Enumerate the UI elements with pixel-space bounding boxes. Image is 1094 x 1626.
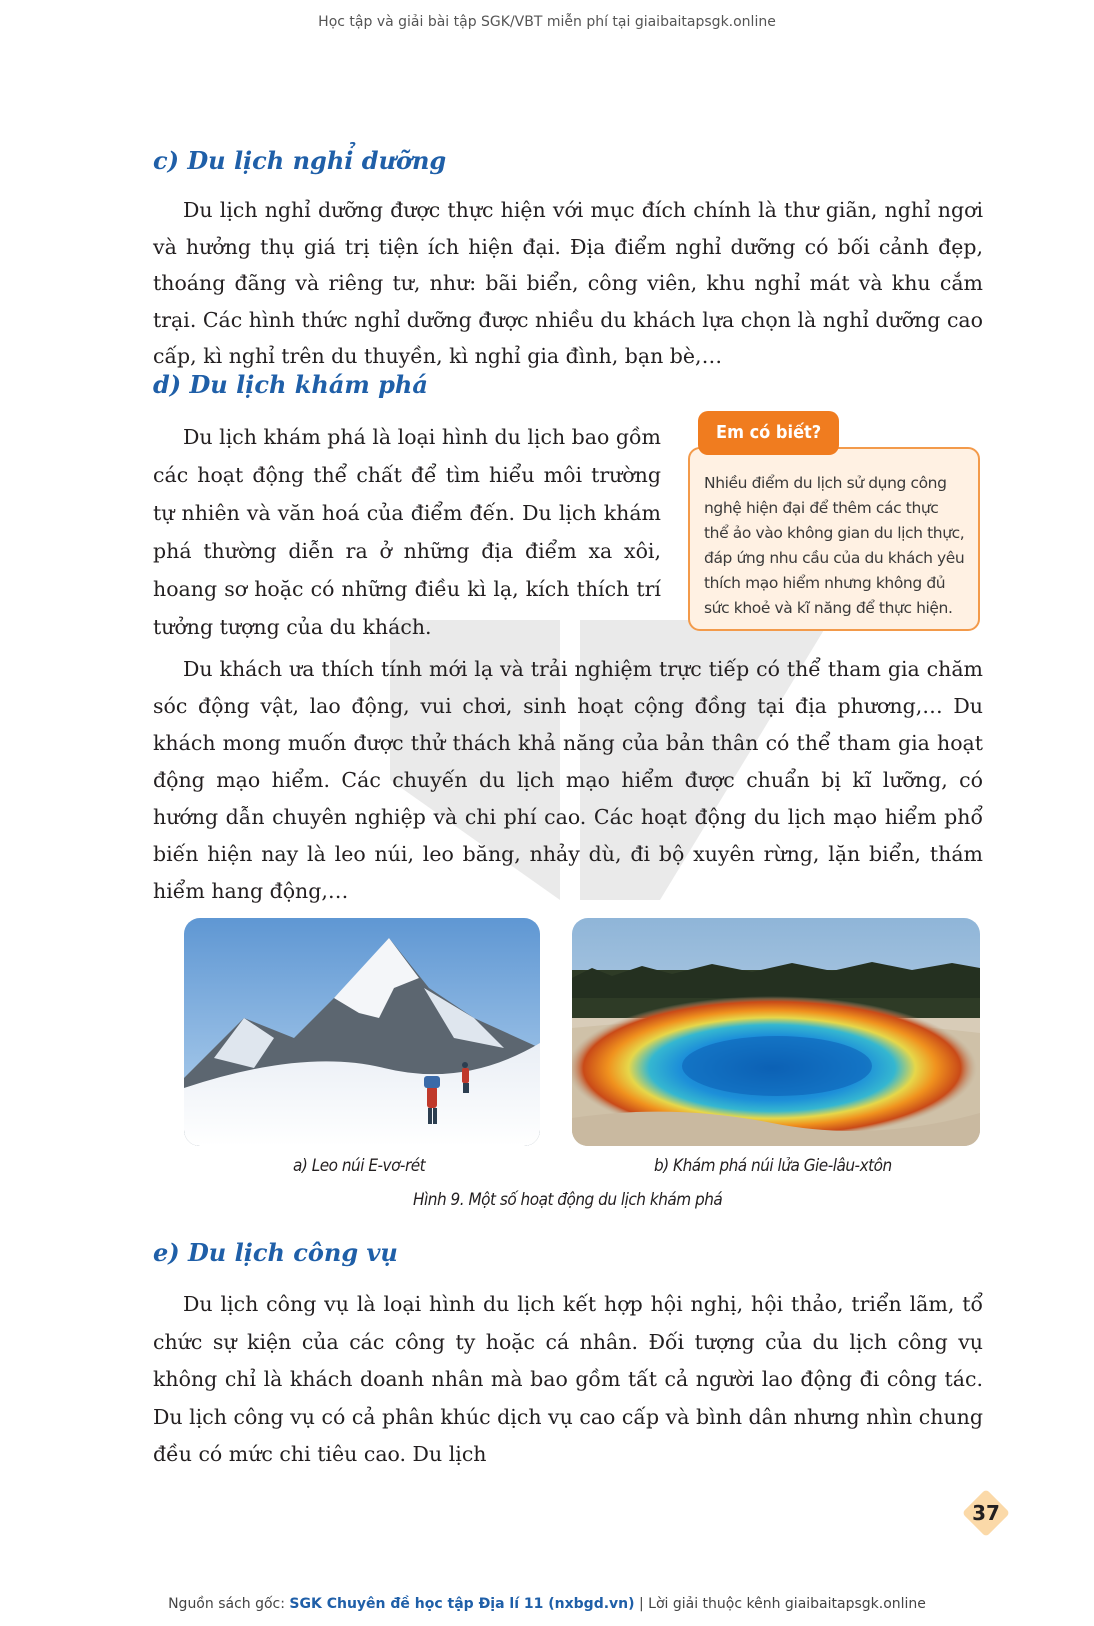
- did-you-know-label: Em có biết?: [698, 411, 839, 455]
- section-c-title: c) Du lịch nghỉ dưỡng: [153, 146, 447, 175]
- did-you-know-box: [688, 447, 980, 631]
- section-e-title: e) Du lịch công vụ: [153, 1238, 398, 1267]
- footer-suffix: | Lời giải thuộc kênh giaibaitapsgk.online: [634, 1596, 926, 1612]
- figure-caption: Hình 9. Một số hoạt động du lịch khám phá: [413, 1190, 723, 1210]
- header-note: Học tập và giải bài tập SGK/VBT miễn phí tại giaibaitapsgk.online: [318, 14, 776, 30]
- section-d-paragraph-2: Du khách ưa thích tính mới lạ và trải nghiệm trực tiếp có thể tham gia chăm sóc động vật, lao động, vui chơi, sinh hoạt cộng đồng tại địa phương,… Du khách mong muốn được thử thách khả năng của bản thân có thể tham gia hoạt động mạo hiểm. Các chuyến du lịch mạo hiểm được chuẩn bị kĩ lưỡng, có hướng dẫn chuyên nghiệp và chi phí cao. Các hoạt động du lịch mạo hiểm phổ biến hiện nay là leo núi, leo băng, nhảy dù, đi bộ xuyên rừng, lặn biển, thám hiểm hang động,…: [153, 657, 983, 903]
- yellowstone-spring-photo: [572, 918, 980, 1146]
- footer-prefix: Nguồn sách gốc:: [168, 1596, 290, 1612]
- footer-source-link[interactable]: SGK Chuyên đề học tập Địa lí 11 (nxbgd.vn): [289, 1596, 635, 1612]
- page-number-text: 37: [972, 1501, 1000, 1525]
- everest-climbing-photo: [184, 918, 540, 1146]
- figure-caption-a: a) Leo núi E-vơ-rét: [293, 1156, 426, 1176]
- footer-note: [0, 1596, 1094, 1612]
- section-d-paragraph-1: Du lịch khám phá là loại hình du lịch bao gồm các hoạt động thể chất để tìm hiểu môi trường tự nhiên và văn hoá của điểm đến. Du lịch khám phá thường diễn ra ở những địa điểm xa xôi, hoang sơ hoặc có những điều kì lạ, kích thích trí tưởng tượng của du khách.: [153, 425, 661, 639]
- figure-caption-b: b) Khám phá núi lửa Gie-lâu-xtôn: [654, 1156, 892, 1176]
- did-you-know-text: Nhiều điểm du lịch sử dụng công nghệ hiện đại để thêm các thực thể ảo vào không gian du lịch thực, đáp ứng nhu cầu của du khách yêu thích mạo hiểm nhưng không đủ sức khoẻ và kĩ năng để thực hiện.: [704, 474, 965, 617]
- section-c-paragraph: Du lịch nghỉ dưỡng được thực hiện với mục đích chính là thư giãn, nghỉ ngơi và hưởng thụ giá trị tiện ích hiện đại. Địa điểm nghỉ dưỡng có bối cảnh đẹp, thoáng đãng và riêng tư, như: bãi biển, công viên, khu nghỉ mát và khu cắm trại. Các hình thức nghỉ dưỡng được nhiều du khách lựa chọn là nghỉ dưỡng cao cấp, kì nghỉ trên du thuyền, kì nghỉ gia đình, bạn bè,…: [153, 198, 983, 368]
- page-number: [963, 1490, 1009, 1536]
- section-d-title: d) Du lịch khám phá: [153, 370, 428, 399]
- section-e-paragraph: Du lịch công vụ là loại hình du lịch kết hợp hội nghị, hội thảo, triển lãm, tổ chức sự kiện của các công ty hoặc cá nhân. Đối tượng của du lịch công vụ không chỉ là khách doanh nhân mà bao gồm tất cả người lao động đi công tác. Du lịch công vụ có cả phân khúc dịch vụ cao cấp và bình dân nhưng nhìn chung đều có mức chi tiêu cao. Du lịch: [153, 1292, 983, 1466]
